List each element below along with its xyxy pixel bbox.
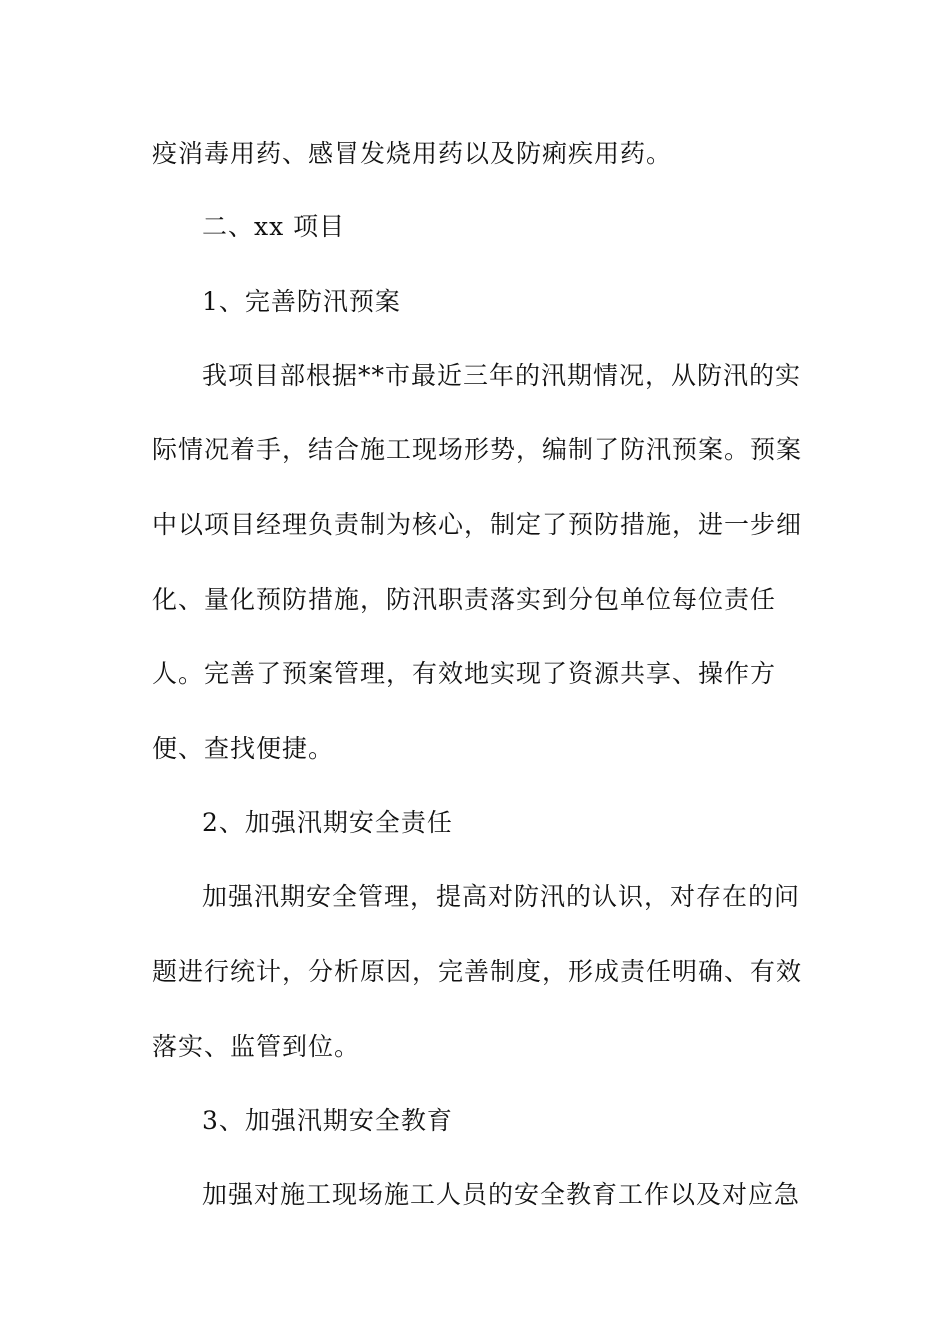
text-line: 加强对施工现场施工人员的安全教育工作以及对应急 bbox=[202, 1180, 801, 1209]
text-line: 题进行统计，分析原因，完善制度，形成责任明确、有效 bbox=[152, 957, 803, 986]
text-line: 中以项目经理负责制为核心，制定了预防措施，进一步细 bbox=[152, 510, 803, 539]
text-line: 我项目部根据**市最近三年的汛期情况，从防汛的实 bbox=[202, 361, 802, 390]
subsection-heading: 1、完善防汛预案 bbox=[202, 287, 401, 316]
subsection-heading: 3、加强汛期安全教育 bbox=[202, 1106, 453, 1135]
text-line: 疫消毒用药、感冒发烧用药以及防痢疾用药。 bbox=[152, 139, 673, 168]
subsection-heading: 2、加强汛期安全责任 bbox=[202, 808, 453, 837]
text-line: 加强汛期安全管理，提高对防汛的认识，对存在的问 bbox=[202, 882, 801, 911]
text-line: 际情况着手，结合施工现场形势，编制了防汛预案。预案 bbox=[152, 435, 803, 464]
text-line: 人。完善了预案管理，有效地实现了资源共享、操作方 bbox=[152, 659, 777, 688]
text-line: 便、查找便捷。 bbox=[152, 734, 335, 763]
section-heading: 二、xx 项目 bbox=[202, 212, 346, 241]
text-line: 落实、监管到位。 bbox=[152, 1032, 361, 1061]
text-line: 化、量化预防措施，防汛职责落实到分包单位每位责任 bbox=[152, 585, 777, 614]
